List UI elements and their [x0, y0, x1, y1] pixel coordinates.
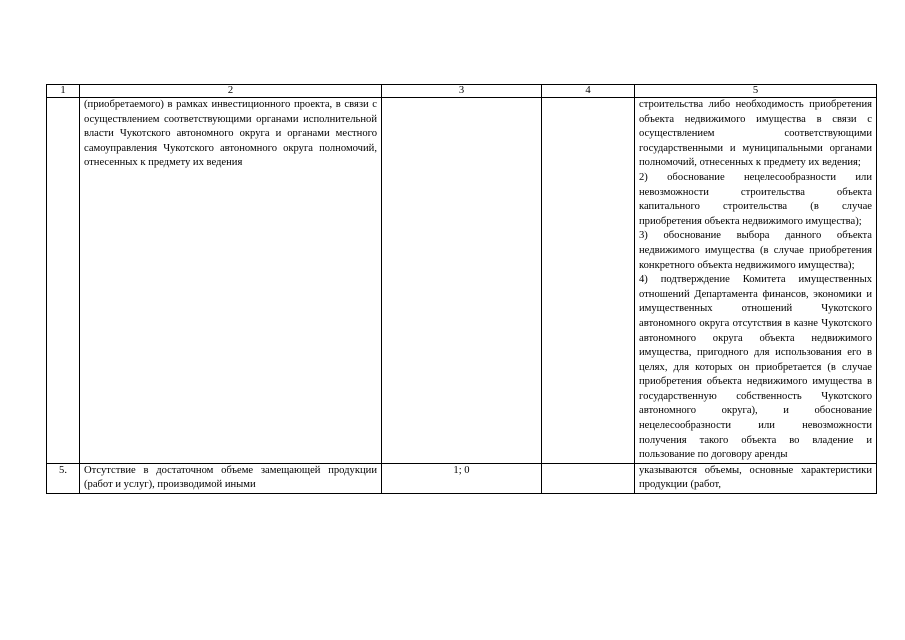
- criterion-description-cell: (приобретаемого) в рамках инвестиционного проекта, в связи с осуществлением соответствующими органами исполнительной власти Чукотского автономного округа и органами местного самоуправления Чукотского автономного округа полномочий, отнесенных к предмету их ведения: [80, 98, 382, 464]
- value-cell: [382, 98, 542, 464]
- justification-cell: указываются объемы, основные характеристики продукции (работ,: [635, 463, 877, 493]
- table-row: [47, 98, 877, 464]
- header-cell-3: 3: [382, 85, 542, 98]
- row-number-cell: [47, 98, 80, 464]
- header-cell-1: 1: [47, 85, 80, 98]
- justification-paragraph: 2) обоснование нецелесообразности или невозможности строительства объекта капитального строительства (в случае приобретения объекта недвижимого имущества);: [639, 171, 872, 227]
- justification-cell: [635, 98, 877, 464]
- header-cell-2: 2: [80, 85, 382, 98]
- criterion-description-cell: Отсутствие в достаточном объеме замещающей продукции (работ и услуг), производимой иными: [80, 463, 382, 493]
- justification-paragraph: 4) подтверждение Комитета имущественных отношений Департамента финансов, экономики и имущественных отношений Чукотского автономного округа отсутствия в казне Чукотского автономного округа объекта недвижимого имущества, пригодного для использования его в целях, для которых он приобретается (в случае приобретения объекта недвижимого имущества в государственную собственность Чукотского автономного округа), и обоснование нецелесообразности или невозможности получения такого объекта во владение и пользование по договору аренды: [639, 274, 872, 461]
- table-header-row: [47, 85, 877, 98]
- row-number-cell: 5.: [47, 463, 80, 493]
- value-cell: 1; 0: [382, 463, 542, 493]
- header-cell-4: 4: [542, 85, 635, 98]
- score-cell: [542, 98, 635, 464]
- header-cell-5: 5: [635, 85, 877, 98]
- justification-paragraph: 3) обоснование выбора данного объекта недвижимого имущества (в случае приобретения конкретного объекта недвижимого имущества);: [639, 230, 872, 271]
- table-row: [47, 463, 877, 493]
- justification-paragraph: строительства либо необходимость приобретения объекта недвижимого имущества в связи с осуществлением соответствующими государственными и муниципальными органами полномочий, отнесенных к предмету их ведения;: [639, 99, 872, 169]
- criteria-table: [46, 84, 877, 494]
- score-cell: [542, 463, 635, 493]
